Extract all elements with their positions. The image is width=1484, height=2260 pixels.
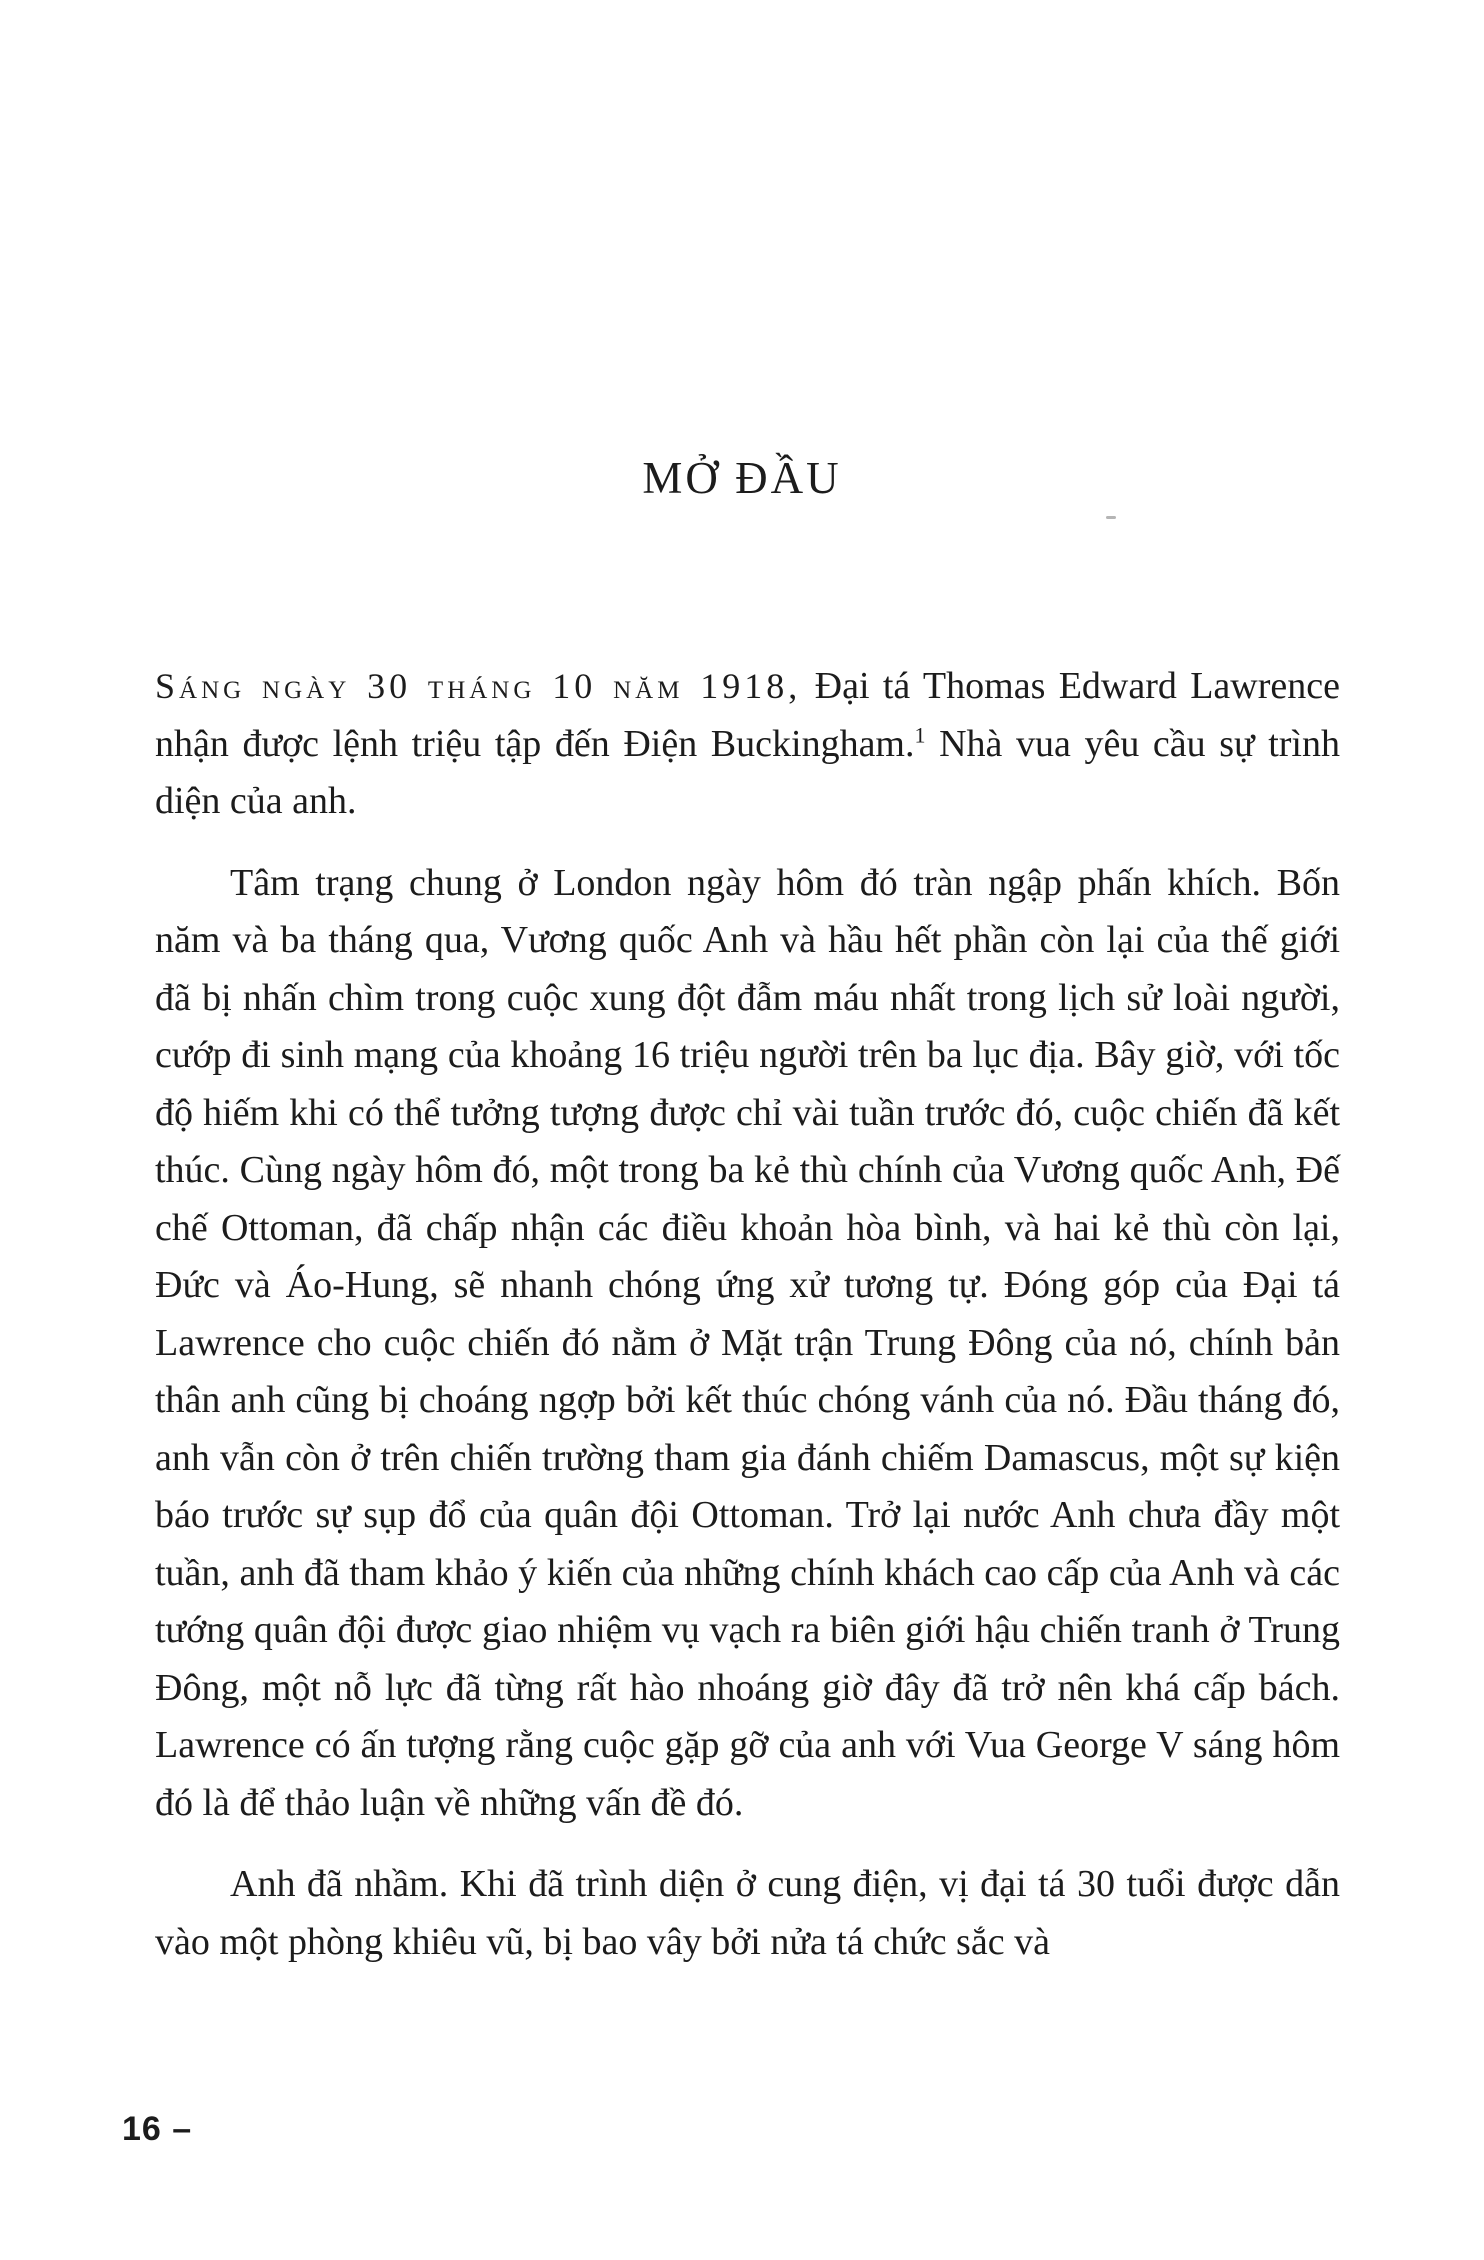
paragraph-2: Tâm trạng chung ở London ngày hôm đó tràn ngập phấn khích. Bốn năm và ba tháng qua, Vương quốc Anh và hầu hết phần còn lại của thế giới đã bị nhấn chìm trong cuộc xung đột đẫm máu nhất trong lịch sử loài người, cướp đi sinh mạng của khoảng 16 triệu người trên ba lục địa. Bây giờ, với tốc độ hiếm khi có thể tưởng tượng được chỉ vài tuần trước đó, cuộc chiến đã kết thúc. Cùng ngày hôm đó, một trong ba kẻ thù chính của Vương quốc Anh, Đế chế Ottoman, đã chấp nhận các điều khoản hòa bình, và hai kẻ thù còn lại, Đức và Áo-Hung, sẽ nhanh chóng ứng xử tương tự. Đóng góp của Đại tá Lawrence cho cuộc chiến đó nằm ở Mặt trận Trung Đông của nó, chính bản thân anh cũng bị choáng ngợp bởi kết thúc chóng vánh của nó. Đầu tháng đó, anh vẫn còn ở trên chiến trường tham gia đánh chiếm Damascus, một sự kiện báo trước sự sụp đổ của quân đội Ottoman. Trở lại nước Anh chưa đầy một tuần, anh đã tham khảo ý kiến của những chính khách cao cấp của Anh và các tướng quân đội được giao nhiệm vụ vạch ra biên giới hậu chiến tranh ở Trung Đông, một nỗ lực đã từng rất hào nhoáng giờ đây đã trở nên khá cấp bách. Lawrence có ấn tượng rằng cuộc gặp gỡ của anh với Vua George V sáng hôm đó là để thảo luận về những vấn đề đó. [155, 861, 1340, 1824]
footnote-marker: 1 [914, 721, 926, 747]
page-number-dash: – [172, 2110, 193, 2148]
page-footer [122, 2110, 192, 2149]
print-speck [1106, 516, 1116, 519]
paragraph-1-text-end: Nhà vua yêu cầu sự trình diện của anh. [155, 722, 1340, 822]
paragraph-1 [155, 658, 1340, 831]
chapter-title: MỞ ĐẦU [642, 453, 842, 503]
body-text [155, 658, 1340, 1971]
paragraph-3: Anh đã nhầm. Khi đã trình diện ở cung điện, vị đại tá 30 tuổi được dẫn vào một phòng khiêu vũ, bị bao vây bởi nửa tá chức sắc và [155, 1863, 1340, 1963]
paragraph-1-text: Đại tá Thomas Edward Lawrence nhận được lệnh triệu tập đến Điện Buckingham. [155, 665, 1340, 765]
page-number: 16 [122, 2110, 162, 2148]
lead-in-small-caps: Sáng ngày 30 tháng 10 năm 1918, [155, 666, 802, 706]
